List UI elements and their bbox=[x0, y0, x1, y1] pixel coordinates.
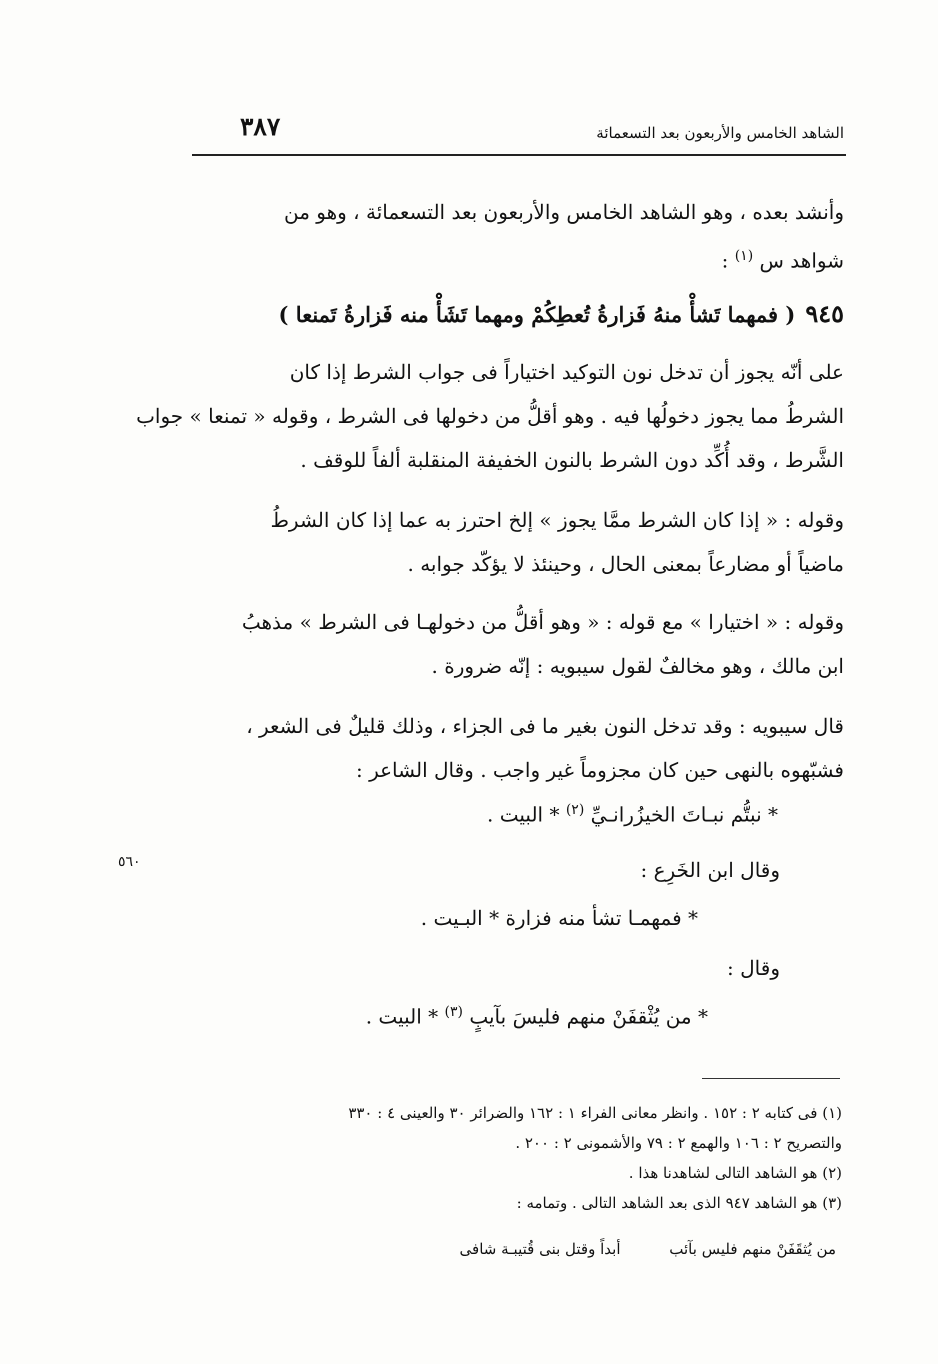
footnote-line: (٣) هو الشاهد ٩٤٧ الذى بعد الشاهد التالى . وتمامه : bbox=[516, 1194, 842, 1212]
paragraph-2 bbox=[204, 498, 844, 586]
paragraph-line: قال سيبويه : وقد تدخل النون بغير ما فى الجزاء ، وذلك قليلٌ فى الشعر ، bbox=[246, 714, 844, 738]
verse-945 bbox=[204, 292, 844, 337]
paragraph-line: ابن مالك ، وهو مخالفٌ لقول سيبويه : إنّه ضرورة . bbox=[431, 654, 844, 678]
paragraph-line: وقوله : « اختيارا » مع قوله : « وهو أقلُّ من دخولهـا فى الشرط » مذهبُ bbox=[241, 610, 844, 634]
quote-3-intro: وقال : bbox=[727, 956, 780, 980]
paragraph-4 bbox=[204, 704, 844, 792]
paragraph-line: ماضياً أو مضارعاً بمعنى الحال ، وحينئذ لا يؤكّد جوابه . bbox=[407, 552, 844, 576]
quote-2-text: * فمهمـا تشأ منه فزارة * البـيت . bbox=[420, 906, 698, 930]
footnote-line: (١) فى كتابه ٢ : ١٥٢ . وانظر معانى الفراء ١ : ١٦٢ والضرائر ٣٠ والعينى ٤ : ٣٣٠ bbox=[348, 1104, 842, 1122]
quote-1-end: * البيت . bbox=[487, 802, 560, 827]
footnote-line: والتصريح ٢ : ١٠٦ والهمع ٢ : ٧٩ والأشمونى ٢ : ٢٠٠ . bbox=[515, 1134, 842, 1152]
footnote-ref-3: (٣) bbox=[444, 1004, 463, 1020]
verse-text: ( فمهما تَشأْ منهُ فَزارةُ تُعطِكُمْ ومهما تَشَأْ منه فَزارةُ تَمنعا ) bbox=[278, 302, 796, 327]
intro-colon: : bbox=[721, 248, 729, 273]
footnote-ref-2: (٢) bbox=[565, 802, 585, 818]
quote-3 bbox=[366, 1004, 708, 1029]
quote-1-text: * نبتُّم نبـاتَ الخيزُرانـيِّ bbox=[590, 802, 778, 827]
quote-3-end: * البيت . bbox=[365, 1004, 439, 1029]
paragraph-1 bbox=[136, 350, 844, 482]
intro-line-1: وأنشد بعده ، وهو الشاهد الخامس والأربعون بعد التسعمائة ، وهو من bbox=[283, 200, 844, 224]
footnotes bbox=[192, 1098, 842, 1218]
intro-line-2 bbox=[204, 234, 844, 283]
footnote-verse-second: أبداً وقتل بنى قُتيبـة شافى bbox=[459, 1240, 621, 1258]
paragraph-line: فشبّهوه بالنهى حين كان مجزوماً غير واجب . وقال الشاعر : bbox=[355, 758, 844, 782]
paragraph-line: على أنّه يجوز أن تدخل نون التوكيد اختياراً فى جواب الشرط إذا كان bbox=[289, 360, 844, 384]
running-header-title: الشاهد الخامس والأربعون بعد التسعمائة bbox=[596, 124, 844, 142]
paragraph-3 bbox=[204, 600, 844, 688]
intro-paragraph bbox=[204, 190, 844, 283]
footnote-divider bbox=[702, 1078, 840, 1079]
footnote-line: (٢) هو الشاهد التالى لشاهدنا هذا . bbox=[628, 1164, 842, 1182]
header-divider bbox=[192, 154, 846, 156]
footnote-verse-first: من يُثقَفَنْ منهم فليس بآئب bbox=[669, 1240, 836, 1258]
intro-text: شواهد س bbox=[759, 248, 844, 273]
paragraph-line: الشَّرط ، وقد أُكِّد دون الشرط بالنون الخفيفة المنقلبة ألفاً للوقف . bbox=[300, 448, 844, 472]
quote-2-intro: وقال ابن الخَرِع : bbox=[640, 858, 780, 882]
footnote-verse bbox=[416, 1240, 836, 1258]
page-number: ٣٨٧ bbox=[240, 112, 281, 141]
paragraph-line: الشرطُ مما يجوز دخولُها فيه . وهو أقلُّ من دخولها فى الشرط ، وقوله « تمنعا » جواب bbox=[136, 404, 844, 428]
margin-number: ٥٦٠ bbox=[118, 854, 141, 870]
quote-3-text: * من يُثْقفَنْ منهم فليسَ بآيبٍ bbox=[469, 1004, 708, 1029]
footnote-ref-1: (١) bbox=[734, 248, 754, 264]
quote-1 bbox=[487, 802, 778, 827]
paragraph-line: وقوله : « إذا كان الشرط ممَّا يجوز » إلخ احترز به عما إذا كان الشرطُ bbox=[270, 508, 844, 532]
verse-number: ٩٤٥ bbox=[805, 299, 844, 328]
